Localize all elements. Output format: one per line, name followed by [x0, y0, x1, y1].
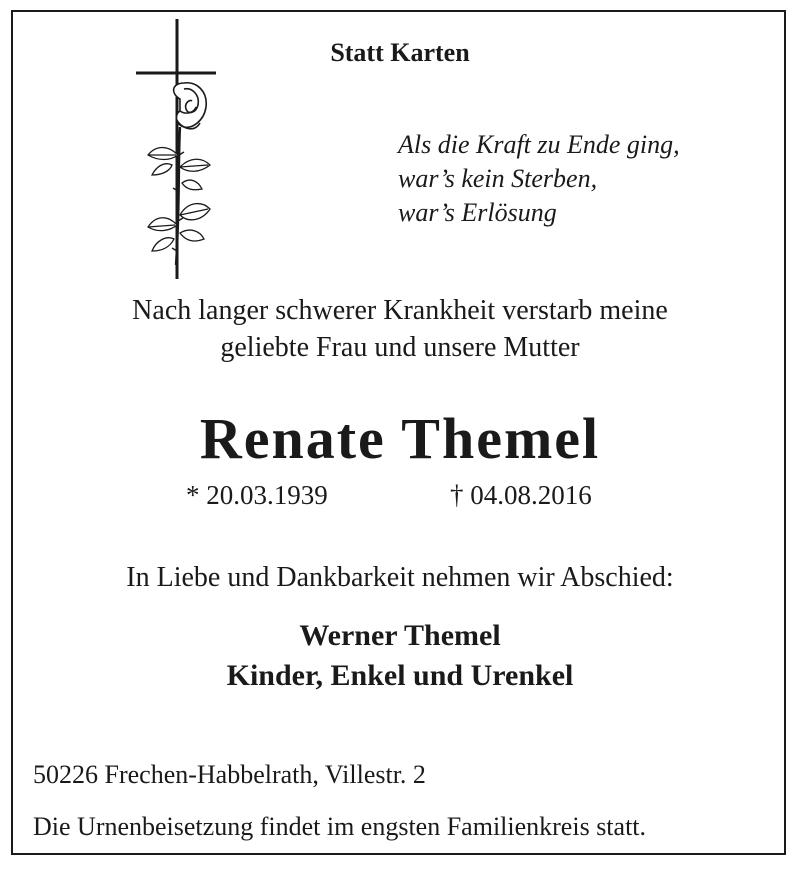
poem-line: war’s kein Sterben, — [398, 164, 598, 193]
address: 50226 Frechen-Habbelrath, Villestr. 2 — [33, 760, 426, 789]
header-title: Statt Karten — [330, 38, 470, 67]
farewell-text: In Liebe und Dankbarkeit nehmen wir Abschied: — [126, 562, 674, 593]
mourner-line: Kinder, Enkel und Urenkel — [226, 659, 574, 692]
intro-line: geliebte Frau und unsere Mutter — [220, 332, 580, 363]
birth-date: * 20.03.1939 — [186, 480, 328, 510]
mourners — [0, 616, 800, 696]
poem — [398, 128, 680, 230]
deceased-name: Renate Themel — [199, 406, 601, 471]
burial-notice: Die Urnenbeisetzung findet im engsten Familienkreis statt. — [33, 812, 647, 841]
death-date: † 04.08.2016 — [450, 480, 592, 510]
mourner-line: Werner Themel — [299, 619, 501, 652]
poem-line: Als die Kraft zu Ende ging, — [398, 130, 680, 159]
cross-with-rose-icon — [130, 15, 230, 285]
poem-line: war’s Erlösung — [398, 198, 557, 227]
intro-line: Nach langer schwerer Krankheit verstarb meine — [132, 295, 668, 326]
intro-text — [0, 292, 800, 366]
